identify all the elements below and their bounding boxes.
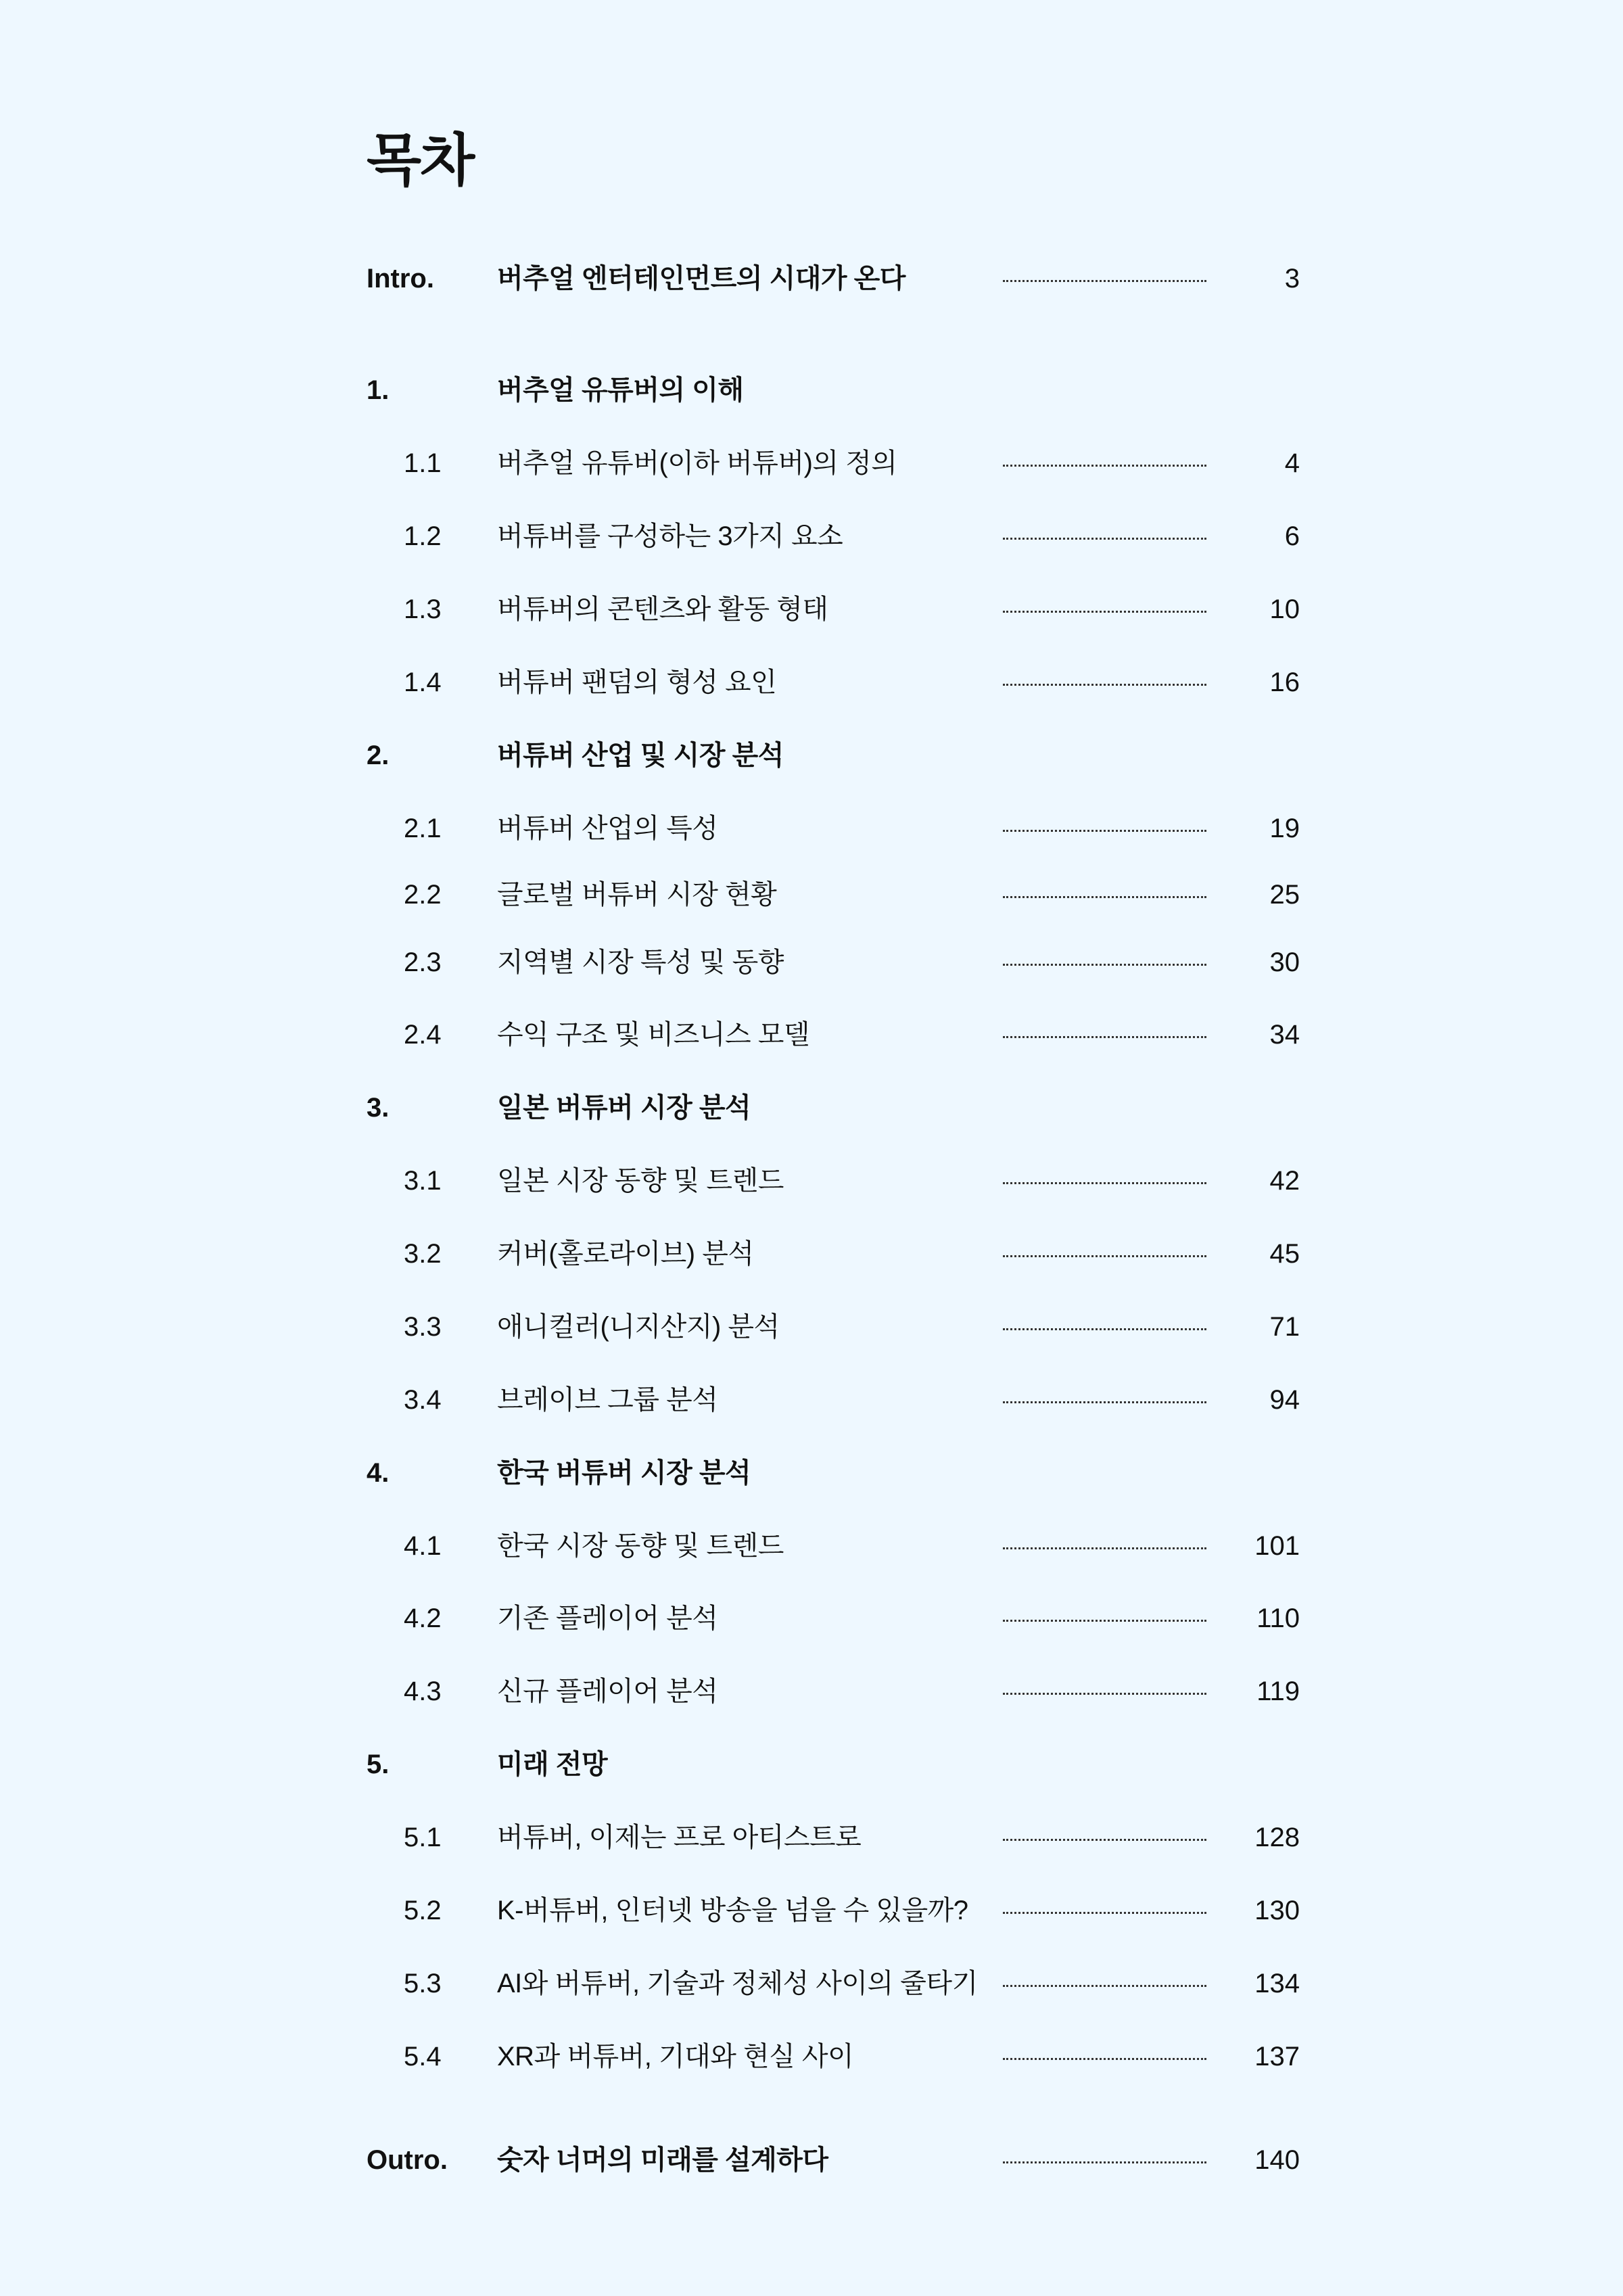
toc-number: 1.1 [404,448,442,478]
toc-title: 애니컬러(니지산지) 분석 [497,1312,780,1342]
toc-number: 2. [367,741,390,770]
toc-number: Intro. [367,264,434,294]
toc-title: 버추얼 유튜버의 이해 [497,375,744,405]
toc-page-number: 94 [1269,1385,1300,1415]
toc-section-row[interactable] [0,1453,1623,1493]
toc-number: 5.1 [404,1823,442,1852]
toc-number: 2.1 [404,814,442,843]
dotted-leader [1003,1620,1206,1622]
dotted-leader [1003,2161,1206,2163]
toc-page-number: 101 [1254,1531,1300,1561]
toc-number: 3.3 [404,1312,442,1342]
toc-title: 버튜버, 이제는 프로 아티스트로 [497,1823,862,1852]
toc-title: 한국 시장 동향 및 트렌드 [497,1531,784,1561]
toc-page-number: 42 [1269,1166,1300,1196]
toc-section-row[interactable] [0,735,1623,776]
toc-subsection-row[interactable] [0,1307,1623,1347]
toc-page-number: 45 [1269,1239,1300,1269]
toc-subsection-row[interactable] [0,662,1623,703]
toc-page-number: 25 [1269,880,1300,910]
toc-title: 수익 구조 및 비즈니스 모델 [497,1020,809,1050]
dotted-leader [1003,1547,1206,1549]
dotted-leader [1003,2058,1206,2060]
dotted-leader [1003,280,1206,282]
dotted-leader [1003,465,1206,467]
dotted-leader [1003,1255,1206,1257]
toc-page-number: 130 [1254,1896,1300,1925]
toc-number: 3. [367,1093,390,1123]
toc-subsection-row[interactable] [0,808,1623,849]
toc-number: 4. [367,1458,390,1488]
dotted-leader [1003,1839,1206,1841]
toc-page-number: 110 [1256,1603,1300,1633]
dotted-leader [1003,684,1206,686]
toc-page-number: 3 [1284,264,1300,294]
toc-number: 3.1 [404,1166,442,1196]
toc-page-number: 4 [1284,448,1300,478]
toc-page-number: 71 [1269,1312,1300,1342]
toc-title: 버튜버의 콘텐츠와 활동 형태 [497,594,828,624]
dotted-leader [1003,1985,1206,1987]
toc-subsection-row[interactable] [0,443,1623,484]
toc-page-number: 119 [1256,1677,1300,1706]
toc-number: 3.4 [404,1385,442,1415]
toc-section-row[interactable] [0,2140,1623,2180]
dotted-leader [1003,1036,1206,1038]
toc-title: XR과 버튜버, 기대와 현실 사이 [497,2042,854,2071]
toc-subsection-row[interactable] [0,1963,1623,2004]
toc-title: 글로벌 버튜버 시장 현황 [497,880,777,910]
toc-title: 기존 플레이어 분석 [497,1603,718,1633]
toc-page-number: 30 [1269,947,1300,977]
toc-number: 2.3 [404,947,442,977]
toc-title: AI와 버튜버, 기술과 정체성 사이의 줄타기 [497,1969,978,1998]
toc-title: 버튜버 산업의 특성 [497,814,718,843]
toc-subsection-row[interactable] [0,2036,1623,2077]
toc-title: 일본 버튜버 시장 분석 [497,1093,751,1123]
toc-number: 5.4 [404,2042,442,2071]
toc-page-number: 128 [1254,1823,1300,1852]
dotted-leader [1003,830,1206,832]
dotted-leader [1003,1912,1206,1914]
toc-number: 5.3 [404,1969,442,1998]
toc-title: 일본 시장 동향 및 트렌드 [497,1166,784,1196]
toc-number: 4.3 [404,1677,442,1706]
toc-title: 한국 버튜버 시장 분석 [497,1458,751,1488]
toc-section-row[interactable] [0,1744,1623,1785]
toc-number: Outro. [367,2145,448,2175]
toc-title: K-버튜버, 인터넷 방송을 넘을 수 있을까? [497,1896,968,1925]
toc-title: 브레이브 그룹 분석 [497,1385,718,1415]
dotted-leader [1003,611,1206,613]
toc-subsection-row[interactable] [0,942,1623,983]
toc-subsection-row[interactable] [0,1671,1623,1712]
toc-title: 커버(홀로라이브) 분석 [497,1239,754,1269]
page-title: 목차 [367,128,474,192]
dotted-leader [1003,964,1206,966]
toc-subsection-row[interactable] [0,589,1623,630]
toc-number: 1.4 [404,667,442,697]
toc-subsection-row[interactable] [0,1817,1623,1858]
toc-title: 숫자 너머의 미래를 설계하다 [497,2145,828,2175]
toc-page-number: 137 [1254,2042,1300,2071]
toc-number: 5. [367,1750,390,1779]
toc-title: 버추얼 유튜버(이하 버튜버)의 정의 [497,448,897,478]
toc-subsection-row[interactable] [0,1014,1623,1055]
toc-page-number: 34 [1269,1020,1300,1050]
toc-number: 1.2 [404,521,442,551]
toc-page-number: 19 [1269,814,1300,843]
toc-page-number: 10 [1269,594,1300,624]
toc-title: 신규 플레이어 분석 [497,1677,718,1706]
dotted-leader [1003,896,1206,898]
toc-page-number: 134 [1254,1969,1300,1998]
toc-subsection-row[interactable] [0,874,1623,915]
toc-page-number: 140 [1254,2145,1300,2175]
toc-number: 1. [367,375,390,405]
dotted-leader [1003,1693,1206,1695]
toc-number: 1.3 [404,594,442,624]
toc-subsection-row[interactable] [0,1161,1623,1201]
toc-title: 버추얼 엔터테인먼트의 시대가 온다 [497,264,905,294]
toc-number: 4.2 [404,1603,442,1633]
dotted-leader [1003,538,1206,540]
toc-title: 버튜버 팬덤의 형성 요인 [497,667,777,697]
toc-title: 지역별 시장 특성 및 동향 [497,947,784,977]
toc-number: 4.1 [404,1531,442,1561]
toc-subsection-row[interactable] [0,1526,1623,1566]
toc-title: 버튜버 산업 및 시장 분석 [497,741,784,770]
dotted-leader [1003,1401,1206,1403]
toc-title: 미래 전망 [497,1750,608,1779]
toc-page-number: 6 [1284,521,1300,551]
toc-number: 3.2 [404,1239,442,1269]
toc-subsection-row[interactable] [0,516,1623,557]
toc-number: 5.2 [404,1896,442,1925]
toc-subsection-row[interactable] [0,1234,1623,1274]
toc-section-row[interactable] [0,258,1623,299]
toc-section-row[interactable] [0,1087,1623,1128]
dotted-leader [1003,1328,1206,1330]
toc-section-row[interactable] [0,370,1623,411]
toc-number: 2.2 [404,880,442,910]
toc-title: 버튜버를 구성하는 3가지 요소 [497,521,843,551]
toc-subsection-row[interactable] [0,1890,1623,1931]
toc-page-number: 16 [1269,667,1300,697]
toc-number: 2.4 [404,1020,442,1050]
dotted-leader [1003,1182,1206,1184]
toc-subsection-row[interactable] [0,1380,1623,1420]
toc-subsection-row[interactable] [0,1598,1623,1639]
